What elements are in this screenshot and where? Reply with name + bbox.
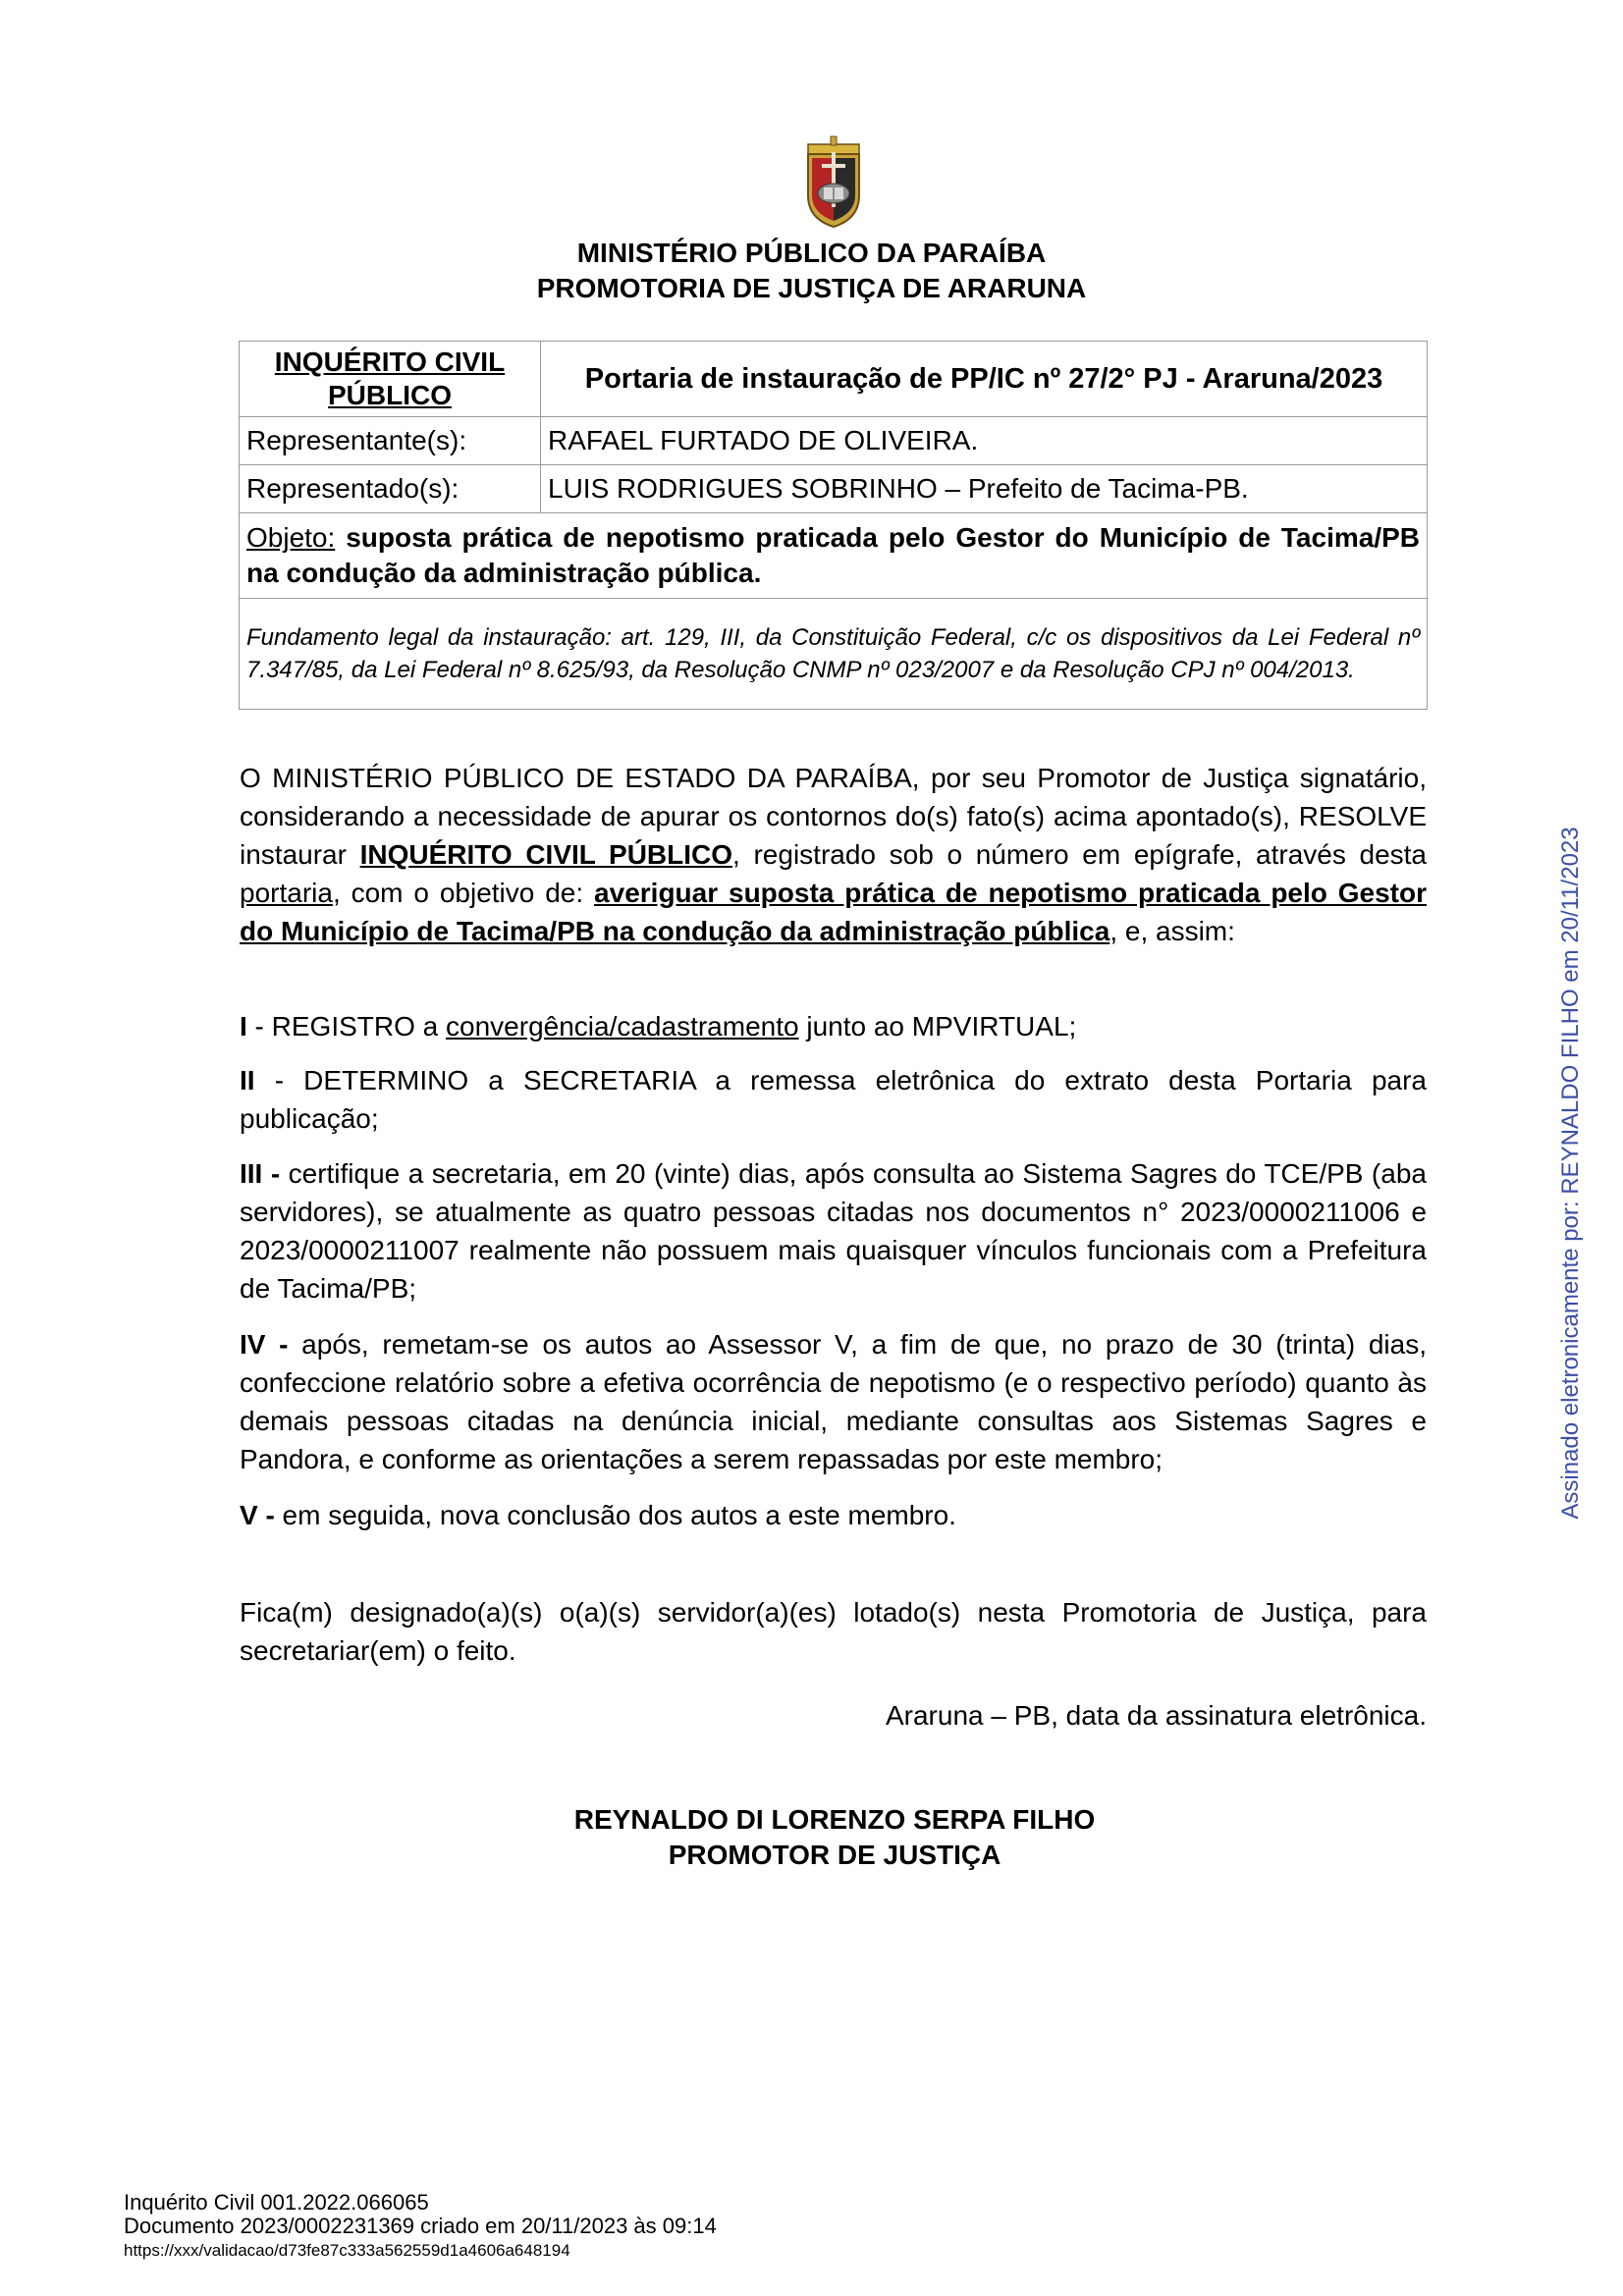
- item-iv-text: após, remetam-se os autos ao Assessor V, a fim de que, no prazo de 30 (trinta) dias, confeccione relatório sobre a efetiva ocorrência de nepotismo (e o respectivo período) quanto às demais pessoas citadas na denúncia inicial, mediante consultas aos Sistemas Sagres e Pandora, e conforme as orientações a serem repassadas por este membro;: [240, 1329, 1428, 1474]
- representante-label: Representante(s):: [240, 417, 541, 465]
- info-row-objeto: [240, 513, 1428, 599]
- info-row-representado: [240, 465, 1428, 513]
- item-i: [240, 1007, 1427, 1045]
- electronic-signature-stamp: Assinado eletronicamente por: REYNALDO FILHO em 20/11/2023: [1557, 827, 1584, 1520]
- ministerio-publico-emblem: [798, 134, 869, 231]
- objeto-label: Objeto:: [246, 522, 336, 553]
- representante-value: RAFAEL FURTADO DE OLIVEIRA.: [541, 417, 1428, 465]
- signatory-name: REYNALDO DI LORENZO SERPA FILHO: [573, 1804, 1096, 1835]
- item-iv: [240, 1325, 1427, 1478]
- intro-portaria: portaria: [240, 878, 333, 908]
- designation-text: Fica(m) designado(a)(s) o(a)(s) servidor(a)(es) lotado(s) nesta Promotoria de Justiça, para secretariar(em) o feito.: [240, 1597, 1427, 1666]
- item-iv-number: IV -: [240, 1329, 289, 1360]
- objeto-cell: [240, 513, 1428, 599]
- representado-label: Representado(s):: [240, 465, 541, 513]
- signatory-role: PROMOTOR DE JUSTIÇA: [668, 1840, 1001, 1870]
- item-iii-number: III -: [240, 1158, 281, 1189]
- intro-objective: averiguar suposta prática de nepotismo praticada pelo Gestor do Município de Tacima/PB na condução da administração pública: [240, 878, 1428, 946]
- intro-text-3: , com o objetivo de:: [332, 878, 595, 908]
- info-row-representante: [240, 417, 1428, 465]
- item-i-number: I: [240, 1011, 247, 1041]
- intro-text-2: , registrado sob o número em epígrafe, através desta: [732, 839, 1428, 870]
- item-i-underlined: convergência/cadastramento: [446, 1011, 799, 1041]
- info-row-title: [240, 342, 1428, 417]
- item-i-text-2: junto ao MPVIRTUAL;: [798, 1011, 1077, 1041]
- fundamento-text: Fundamento legal da instauração: art. 129, III, da Constituição Federal, c/c os dispositivos da Lei Federal nº 7.347/85, da Lei Federal nº 8.625/93, da Resolução CNMP nº 023/2007 e da Resolução CPJ nº 004/2013.: [240, 599, 1428, 710]
- info-row-fundamento: [240, 599, 1428, 710]
- item-v: [240, 1496, 1427, 1534]
- objeto-text: suposta prática de nepotismo praticada pelo Gestor do Município de Tacima/PB na condução da administração pública.: [246, 522, 1420, 588]
- intro-paragraph: [240, 759, 1427, 950]
- item-iii: [240, 1154, 1427, 1308]
- item-ii-text: - DETERMINO a SECRETARIA a remessa eletrônica do extrato desta Portaria para publicação;: [240, 1065, 1427, 1134]
- intro-inquerito: INQUÉRITO CIVIL PÚBLICO: [359, 839, 733, 870]
- header-institution: MINISTÉRIO PÚBLICO DA PARAÍBA: [576, 238, 1047, 268]
- item-iii-text: certifique a secretaria, em 20 (vinte) dias, após consulta ao Sistema Sagres do TCE/PB (aba servidores), se atualmente as quatro pessoas citadas nos documentos n° 2023/0000211006 e 2023/0000211007 realmente não possuem mais quaisquer vínculos funcionais com a Prefeitura de Tacima/PB;: [240, 1158, 1427, 1304]
- representado-value: LUIS RODRIGUES SOBRINHO – Prefeito de Tacima-PB.: [541, 465, 1428, 513]
- footer-inquerito: Inquérito Civil 001.2022.066065: [124, 2190, 429, 2215]
- portaria-title: Portaria de instauração de PP/IC nº 27/2° PJ - Araruna/2023: [541, 342, 1428, 417]
- item-ii: [240, 1061, 1427, 1138]
- footer-documento: Documento 2023/0002231369 criado em 20/11/2023 às 09:14: [124, 2214, 717, 2238]
- footer-validation-url[interactable]: https://xxx/validacao/d73fe87c333a562559d1a4606a648194: [124, 2241, 570, 2260]
- item-i-text-1: - REGISTRO a: [246, 1011, 447, 1041]
- place-date: Araruna – PB, data da assinatura eletrônica.: [885, 1700, 1427, 1731]
- intro-text-4: , e, assim:: [1109, 916, 1235, 946]
- doc-type: INQUÉRITO CIVIL PÚBLICO: [240, 342, 541, 417]
- item-v-number: V -: [240, 1500, 275, 1530]
- header-promotoria: PROMOTORIA DE JUSTIÇA DE ARARUNA: [536, 273, 1087, 303]
- designation-paragraph: [240, 1593, 1427, 1670]
- info-table: [239, 341, 1428, 710]
- item-ii-number: II: [240, 1065, 255, 1095]
- item-v-text: em seguida, nova conclusão dos autos a este membro.: [274, 1500, 956, 1530]
- intro-text-1: O MINISTÉRIO PÚBLICO DE ESTADO DA PARAÍBA, por seu Promotor de Justiça signatário, considerando a necessidade de apurar os contornos do(s) fato(s) acima apontado(s), RESOLVE instaurar: [240, 763, 1427, 870]
